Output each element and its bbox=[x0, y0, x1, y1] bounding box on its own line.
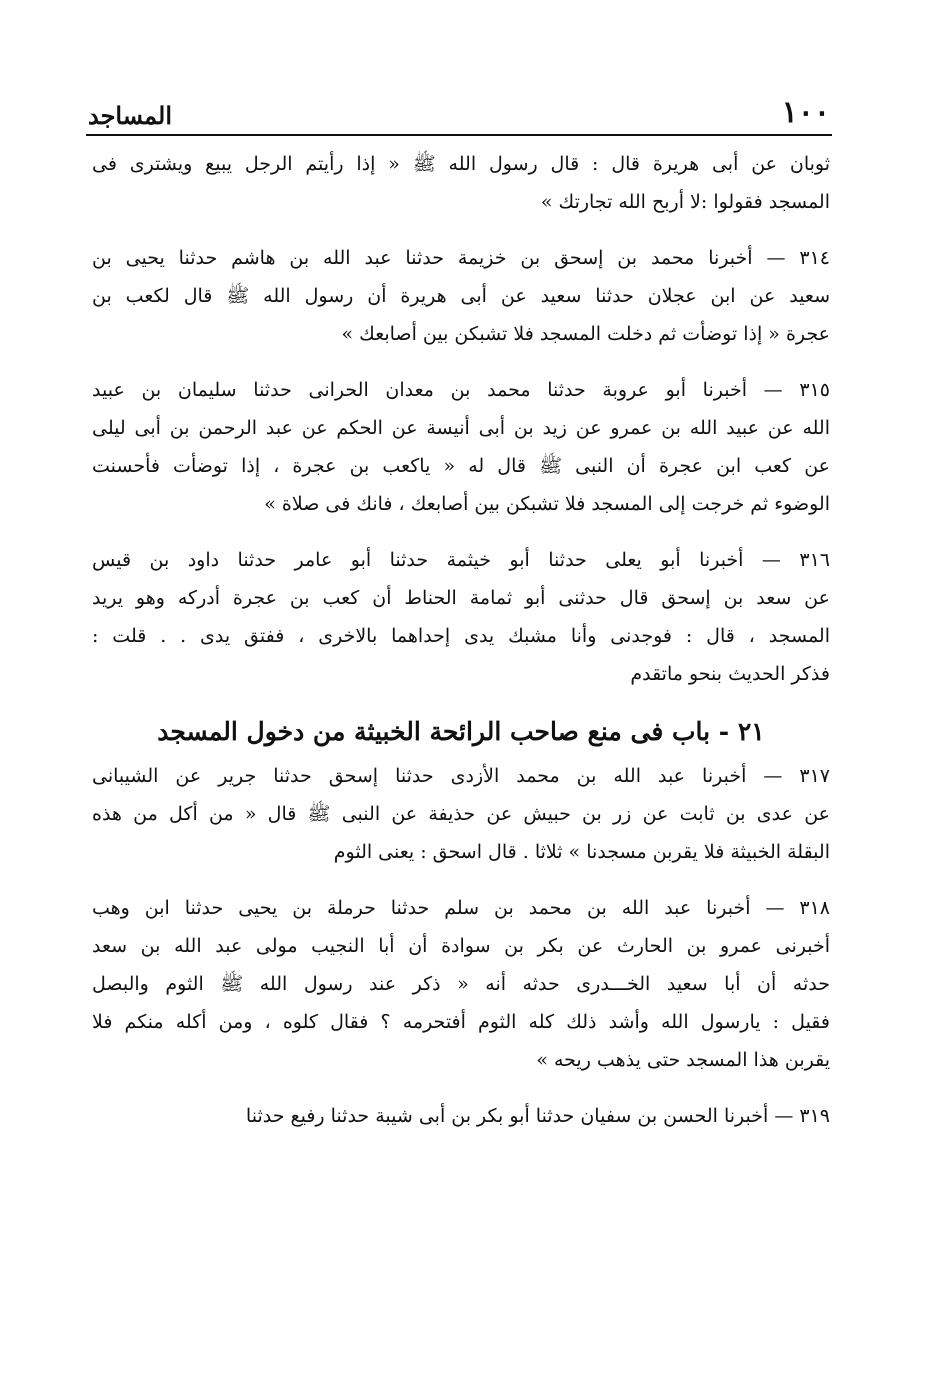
hadith-paragraph bbox=[92, 541, 830, 693]
hadith-paragraph bbox=[92, 757, 830, 871]
text-line: فذكر الحديث بنحو ماتقدم bbox=[630, 663, 830, 685]
text-line: عجرة « إذا توضأت ثم دخلت المسجد فلا تشبكن بين أصابعك » bbox=[341, 323, 830, 345]
text-line: عن عدى بن ثابت عن زر بن حبيش عن حذيفة عن النبى ﷺ قال « من أكل من هذه bbox=[92, 803, 830, 825]
text-line: ٣١٧ — أخبرنا عبد الله بن محمد الأزدى حدثنا إسحق حدثنا جرير عن الشيبانى bbox=[92, 765, 830, 787]
text-line: عن كعب ابن عجرة أن النبى ﷺ قال له « ياكعب بن عجرة ، إذا توضأت فأحسنت bbox=[92, 455, 830, 477]
section-title: المساجد bbox=[88, 101, 173, 130]
hadith-paragraph bbox=[92, 889, 830, 1079]
text-line: ٣١٥ — أخبرنا أبو عروبة حدثنا محمد بن معدان الحرانى حدثنا سليمان بن عبيد bbox=[92, 379, 830, 401]
text-line: ٣١٦ — أخبرنا أبو يعلى حدثنا أبو خيثمة حدثنا أبو عامر حدثنا داود بن قيس bbox=[92, 549, 830, 571]
running-header bbox=[88, 90, 830, 130]
text-line: سعيد عن ابن عجلان حدثنا سعيد عن أبى هريرة أن رسول الله ﷺ قال لكعب بن bbox=[92, 285, 830, 307]
page-number: ١٠٠ bbox=[781, 95, 830, 130]
text-line: أخبرنى عمرو بن الحارث عن بكر بن سوادة أن أبا النجيب مولى عبد الله بن سعد bbox=[92, 935, 830, 957]
hadith-paragraph bbox=[92, 239, 830, 353]
text-line: البقلة الخبيثة فلا يقربن مسجدنا » ثلاثا . قال اسحق : يعنى الثوم bbox=[333, 841, 830, 863]
hadith-paragraph bbox=[92, 371, 830, 523]
hadith-paragraph bbox=[92, 1097, 830, 1135]
text-line: الله عن عبيد الله بن عمرو عن زيد بن أبى أنيسة عن الحكم عن عبد الرحمن بن أبى ليلى bbox=[92, 417, 830, 439]
text-line: يقربن هذا المسجد حتى يذهب ريحه » bbox=[536, 1049, 830, 1071]
text-line: عن سعد بن إسحق قال حدثنى أبو ثمامة الحناط أن كعب بن عجرة أدركه وهو يريد bbox=[92, 587, 830, 609]
text-line: الوضوء ثم خرجت إلى المسجد فلا تشبكن بين أصابعك ، فانك فى صلاة » bbox=[264, 493, 830, 515]
text-line: فقيل : يارسول الله وأشد ذلك كله الثوم أفتحرمه ؟ فقال كلوه ، ومن أكله منكم فلا bbox=[92, 1011, 830, 1033]
text-line: ٣١٨ — أخبرنا عبد الله بن محمد بن سلم حدثنا حرملة بن يحيى حدثنا ابن وهب bbox=[92, 897, 830, 919]
hadith-paragraph bbox=[92, 145, 830, 221]
text-line: المسجد ، قال : فوجدنى وأنا مشبك يدى إحداهما بالاخرى ، ففتق يدى . . قلت : bbox=[92, 625, 830, 647]
text-line: المسجد فقولوا :لا أربح الله تجارتك » bbox=[540, 191, 830, 213]
text-line: حدثه أن أبا سعيد الخـــدرى حدثه أنه « ذكر عند رسول الله ﷺ الثوم والبصل bbox=[92, 973, 830, 995]
text-line: ٣١٩ — أخبرنا الحسن بن سفيان حدثنا أبو بكر بن أبى شيبة حدثنا رفيع حدثنا bbox=[245, 1105, 830, 1127]
text-line: ثوبان عن أبى هريرة قال : قال رسول الله ﷺ « إذا رأيتم الرجل يبيع ويشترى فى bbox=[92, 153, 830, 175]
chapter-heading: ٢١ - باب فى منع صاحب الرائحة الخبيثة من دخول المسجد bbox=[157, 717, 765, 746]
text-line: ٣١٤ — أخبرنا محمد بن إسحق بن خزيمة حدثنا عبد الله بن هاشم حدثنا يحيى بن bbox=[92, 247, 830, 269]
page-body bbox=[92, 145, 830, 1153]
header-rule bbox=[86, 134, 832, 136]
